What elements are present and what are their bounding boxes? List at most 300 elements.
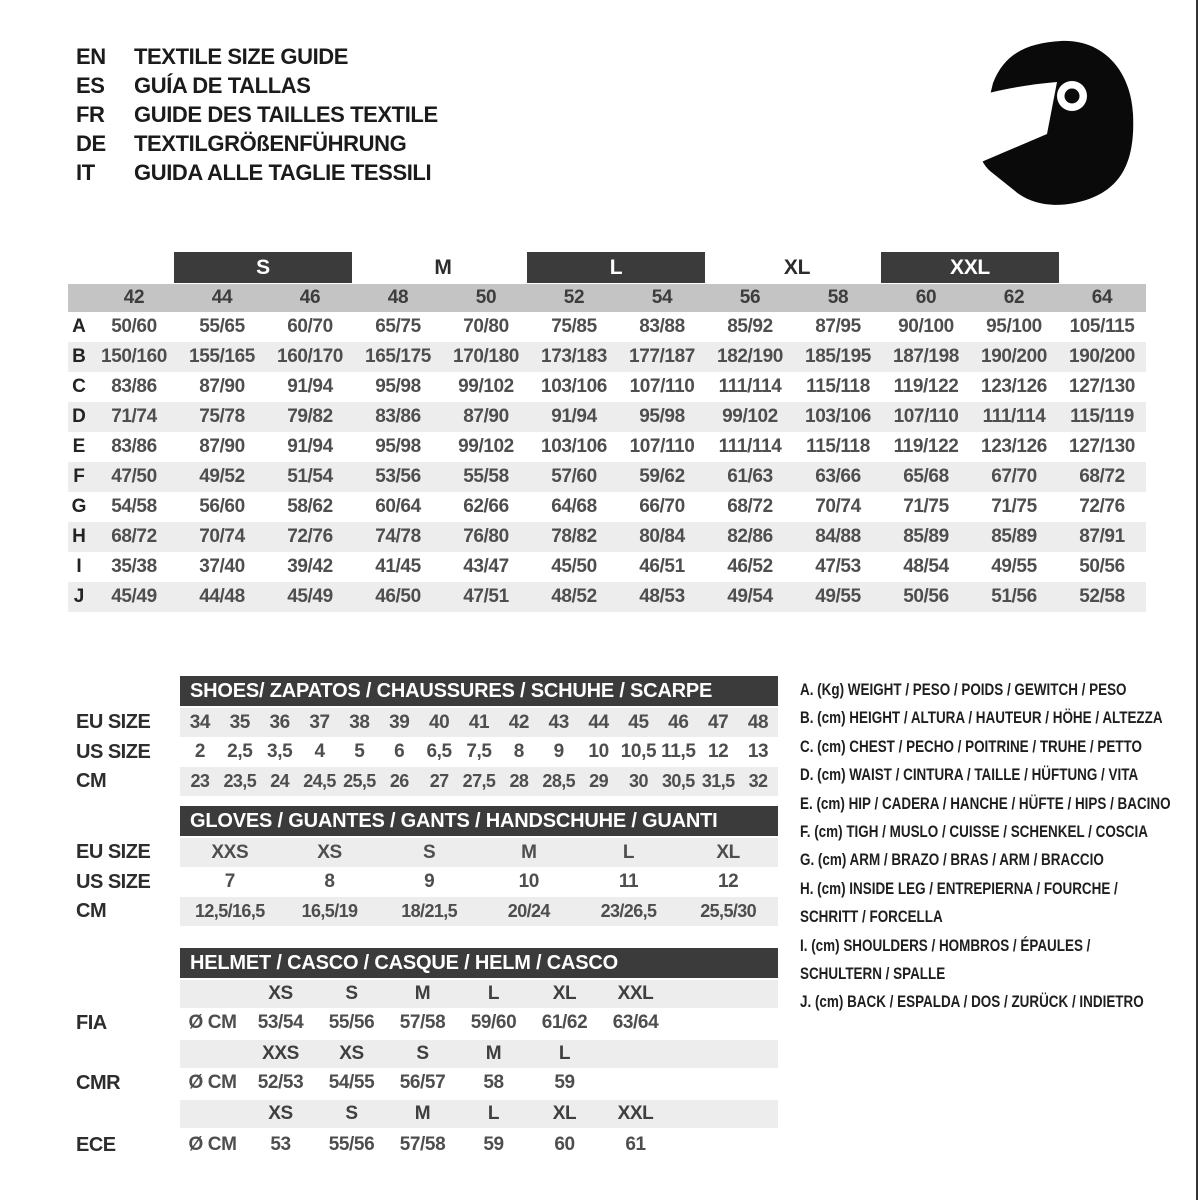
size-cell: 45/49 xyxy=(111,586,157,607)
size-cell: 56/57 xyxy=(399,1072,446,1093)
legend-line: A. (Kg) WEIGHT / PESO / POIDS / GEWITCH / PESO xyxy=(800,681,1127,699)
measurement-row xyxy=(68,432,1146,462)
size-cell: 10 xyxy=(588,741,609,762)
row-letter: E xyxy=(72,436,86,457)
size-cell: 85/89 xyxy=(903,526,949,547)
language-code: DE xyxy=(76,130,106,156)
size-cell: 56/60 xyxy=(199,496,245,517)
size-cell: 11,5 xyxy=(661,741,696,762)
helmet-size-cell: XXS xyxy=(262,1043,299,1064)
size-cell: 16,5/19 xyxy=(301,901,358,921)
helmet-size-cell: S xyxy=(345,983,358,1004)
size-header-cell: 60 xyxy=(915,287,937,308)
size-cell: 46/50 xyxy=(375,586,421,607)
size-cell: 70/74 xyxy=(199,526,245,547)
size-cell: 55/58 xyxy=(463,466,509,487)
size-cell: 23/26,5 xyxy=(600,901,657,921)
size-cell: 10,5 xyxy=(620,741,657,762)
size-header-cell: 42 xyxy=(123,287,145,308)
measurement-row xyxy=(68,462,1146,492)
diameter-unit-cell: Ø CM xyxy=(188,1012,237,1033)
size-cell: 95/98 xyxy=(375,376,421,397)
racing-helmet-icon xyxy=(973,36,1141,208)
size-cell: 47/51 xyxy=(463,586,509,607)
diameter-unit-cell: Ø CM xyxy=(188,1134,237,1155)
size-cell: 28 xyxy=(509,771,529,791)
size-cell: 24,5 xyxy=(303,771,336,791)
size-cell: 36 xyxy=(269,711,290,733)
helmet-size-cell: L xyxy=(487,983,500,1004)
size-cell: 51/56 xyxy=(991,586,1037,607)
size-cell: 47 xyxy=(708,711,729,733)
legend-line: F. (cm) TIGH / MUSLO / CUISSE / SCHENKEL / COSCIA xyxy=(800,823,1148,842)
size-cell: XL xyxy=(716,841,740,863)
size-cell: 52/53 xyxy=(257,1072,304,1093)
size-cell: 2 xyxy=(194,741,206,762)
size-cell: 83/88 xyxy=(639,316,685,337)
row-letter: I xyxy=(76,556,82,577)
size-cell: 26 xyxy=(389,771,409,791)
size-cell: 65/75 xyxy=(375,316,421,337)
size-cell: 115/119 xyxy=(1070,406,1134,427)
size-cell: 71/75 xyxy=(991,496,1037,517)
size-header-cell: 52 xyxy=(563,287,585,308)
size-cell: 61/63 xyxy=(727,466,773,487)
size-cell: 45/49 xyxy=(287,586,333,607)
size-cell: 127/130 xyxy=(1069,436,1135,457)
size-cell: 99/102 xyxy=(722,406,778,427)
size-cell: 95/98 xyxy=(639,406,685,427)
size-cell: 72/76 xyxy=(287,526,333,547)
size-cell: 39/42 xyxy=(287,556,333,577)
size-cell: 68/72 xyxy=(111,526,157,547)
size-header-cell: 54 xyxy=(651,287,673,308)
size-cell: 60/64 xyxy=(375,496,421,517)
size-header-cell: 56 xyxy=(739,287,761,308)
size-cell: 30,5 xyxy=(662,771,695,791)
size-cell: 45/50 xyxy=(551,556,597,577)
gloves-us-row xyxy=(180,867,778,897)
gloves-cm-label: CM xyxy=(76,900,107,922)
fia-values-row xyxy=(180,1008,778,1038)
size-cell: 41 xyxy=(468,711,490,733)
size-cell: 48 xyxy=(747,711,769,733)
size-cell: 18/21,5 xyxy=(401,901,458,921)
size-cell: 7,5 xyxy=(466,741,492,762)
measurement-row xyxy=(68,522,1146,552)
size-cell: 87/95 xyxy=(815,316,861,337)
size-cell: 115/118 xyxy=(806,436,870,457)
size-cell: 75/85 xyxy=(551,316,597,337)
size-cell: 53/56 xyxy=(375,466,421,487)
measurement-row xyxy=(68,372,1146,402)
size-cell: 54/58 xyxy=(111,496,157,517)
size-cell: 49/54 xyxy=(727,586,773,607)
size-cell: 53/54 xyxy=(257,1012,304,1033)
language-name: TEXTILE SIZE GUIDE xyxy=(134,43,349,69)
helmet-size-cell: XL xyxy=(552,1103,577,1124)
shoes-us-row xyxy=(180,737,778,767)
language-code: IT xyxy=(76,159,95,185)
size-cell: 155/165 xyxy=(189,346,255,367)
size-cell: 68/72 xyxy=(727,496,773,517)
legend-line: B. (cm) HEIGHT / ALTURA / HAUTEUR / HÖHE / ALTEZZA xyxy=(800,709,1163,728)
size-header-cell: 62 xyxy=(1003,287,1025,308)
size-cell: 43/47 xyxy=(463,556,509,577)
size-cell: 65/68 xyxy=(903,466,949,487)
size-cell: 78/82 xyxy=(551,526,597,547)
size-cell: 30 xyxy=(629,771,648,791)
size-group-xl: XL xyxy=(783,256,811,279)
size-cell: 60 xyxy=(554,1134,575,1155)
size-cell: 71/74 xyxy=(111,406,157,427)
size-cell: 27 xyxy=(429,771,449,791)
size-header-cell: 50 xyxy=(475,287,497,308)
cmr-values-row xyxy=(180,1068,778,1098)
size-cell: 87/90 xyxy=(463,406,509,427)
helmet-size-cell: M xyxy=(414,1103,431,1124)
language-list xyxy=(76,42,438,187)
size-cell: 111/114 xyxy=(718,376,782,397)
size-cell: 72/76 xyxy=(1079,496,1125,517)
helmet-size-cell: L xyxy=(487,1103,500,1124)
ece-values-row xyxy=(180,1128,778,1162)
size-cell: 49/52 xyxy=(199,466,245,487)
size-cell: 60/70 xyxy=(287,316,333,337)
size-cell: 123/126 xyxy=(981,436,1047,457)
size-group-s: S xyxy=(174,252,352,283)
size-cell: 37 xyxy=(309,711,330,733)
size-cell: 58 xyxy=(483,1072,504,1093)
size-cell: 9 xyxy=(553,741,564,762)
size-cell: 55/56 xyxy=(328,1134,375,1155)
legend-line: H. (cm) INSIDE LEG / ENTREPIERNA / FOURCHE / xyxy=(800,879,1118,898)
size-cell: 23 xyxy=(190,771,210,791)
size-cell: 119/122 xyxy=(893,376,959,397)
language-code: FR xyxy=(76,101,105,127)
size-cell: 95/100 xyxy=(986,316,1042,337)
size-cell: L xyxy=(622,841,635,863)
row-letter: F xyxy=(73,466,85,487)
row-letter: D xyxy=(72,406,86,427)
size-cell: 91/94 xyxy=(287,436,333,457)
ece-sizes-row xyxy=(180,1100,778,1128)
size-cell: 11 xyxy=(618,871,639,892)
size-header-cell: 44 xyxy=(211,287,233,308)
size-cell: 12,5/16,5 xyxy=(194,901,265,921)
language-name: GUIDE DES TAILLES TEXTILE xyxy=(134,101,438,127)
right-edge-line xyxy=(1196,0,1198,1200)
shoes-eu-size-label: EU SIZE xyxy=(76,711,151,733)
size-cell: 44 xyxy=(588,711,609,733)
cmr-sizes-row xyxy=(180,1040,778,1068)
helmet-size-cell: XS xyxy=(339,1043,364,1064)
size-cell: 87/90 xyxy=(199,376,245,397)
shoes-us-size-label: US SIZE xyxy=(76,741,151,763)
size-cell: 177/187 xyxy=(629,346,695,367)
size-cell: 31,5 xyxy=(701,771,735,791)
measurement-row xyxy=(68,582,1146,612)
size-cell: 46/51 xyxy=(639,556,685,577)
size-cell: 66/70 xyxy=(639,496,685,517)
size-cell: 5 xyxy=(354,741,365,762)
size-cell: 57/58 xyxy=(399,1134,446,1155)
size-cell: 83/86 xyxy=(111,436,157,457)
size-cell: 85/92 xyxy=(727,316,773,337)
size-cell: 111/114 xyxy=(982,406,1046,427)
size-cell: 44/48 xyxy=(199,586,245,607)
size-cell: 46/52 xyxy=(727,556,773,577)
size-cell: 50/56 xyxy=(1079,556,1125,577)
size-cell: M xyxy=(521,841,537,863)
size-cell: 47/53 xyxy=(815,556,861,577)
size-cell: 173/183 xyxy=(541,346,607,367)
legend-line: C. (cm) CHEST / PECHO / POITRINE / TRUHE / PETTO xyxy=(800,737,1142,756)
legend-line: SCHRITT / FORCELLA xyxy=(800,908,943,927)
row-letter: B xyxy=(72,346,86,367)
size-cell: 9 xyxy=(424,871,435,892)
size-cell: 57/58 xyxy=(399,1012,446,1033)
gloves-title-bar: GLOVES / GUANTES / GANTS / HANDSCHUHE / GUANTI xyxy=(180,806,778,836)
helmet-size-cell: M xyxy=(485,1043,502,1064)
measurement-row xyxy=(68,552,1146,582)
size-cell: XXS xyxy=(211,841,249,863)
size-cell: 62/66 xyxy=(463,496,509,517)
size-group-m: M xyxy=(434,256,452,279)
size-cell: 49/55 xyxy=(815,586,861,607)
language-row xyxy=(76,100,438,129)
size-cell: 87/91 xyxy=(1079,526,1125,547)
measurement-rows xyxy=(68,312,1146,612)
helmet-size-cell: M xyxy=(414,983,431,1004)
gloves-eu-row xyxy=(180,838,778,867)
size-cell: XS xyxy=(317,841,342,863)
size-cell: 103/106 xyxy=(805,406,871,427)
size-cell: 20/24 xyxy=(507,901,550,921)
size-cell: 70/74 xyxy=(815,496,861,517)
size-cell: 47/50 xyxy=(111,466,157,487)
size-header-cell: 46 xyxy=(299,287,321,308)
helmet-size-cell: XS xyxy=(268,983,293,1004)
legend-line: J. (cm) BACK / ESPALDA / DOS / ZURÜCK / INDIETRO xyxy=(800,993,1144,1012)
size-cell: 83/86 xyxy=(111,376,157,397)
size-cell: 71/75 xyxy=(903,496,949,517)
size-cell: 99/102 xyxy=(458,436,514,457)
gloves-eu-size-label: EU SIZE xyxy=(76,841,151,863)
size-cell: 187/198 xyxy=(893,346,959,367)
size-cell: 24 xyxy=(270,771,290,791)
size-cell: 40 xyxy=(428,711,450,733)
size-cell: 51/54 xyxy=(287,466,333,487)
size-cell: 63/66 xyxy=(815,466,861,487)
size-cell: 85/89 xyxy=(991,526,1037,547)
size-cell: 59 xyxy=(554,1072,575,1093)
size-cell: 90/100 xyxy=(898,316,954,337)
helmet-size-cell: S xyxy=(345,1103,358,1124)
size-cell: 2,5 xyxy=(227,741,253,762)
language-row xyxy=(76,42,438,71)
size-cell: 25,5 xyxy=(343,771,376,791)
row-letter: H xyxy=(72,526,86,547)
row-letter: J xyxy=(73,586,85,607)
size-cell: 91/94 xyxy=(287,376,333,397)
size-cell: 127/130 xyxy=(1069,376,1135,397)
language-code: ES xyxy=(76,72,105,98)
shoes-eu-row xyxy=(180,708,778,737)
size-cell: 64/68 xyxy=(551,496,597,517)
size-cell: 42 xyxy=(508,711,530,733)
size-cell: 52/58 xyxy=(1079,586,1125,607)
size-cell: 46 xyxy=(668,711,689,733)
helmet-size-cell: XL xyxy=(552,983,577,1004)
size-cell: 29 xyxy=(589,771,608,791)
size-cell: 37/40 xyxy=(199,556,245,577)
size-cell: 48/54 xyxy=(903,556,949,577)
size-header-cell: 48 xyxy=(387,287,409,308)
helmet-size-cell: XS xyxy=(268,1103,293,1124)
size-cell: 190/200 xyxy=(981,346,1047,367)
measurement-legend xyxy=(800,676,1171,1017)
size-cell: 7 xyxy=(224,871,235,892)
size-cell: 49/55 xyxy=(991,556,1037,577)
size-cell: 50/56 xyxy=(903,586,949,607)
size-group-row xyxy=(68,252,1146,283)
size-cell: 53 xyxy=(270,1134,291,1155)
size-cell: 6 xyxy=(394,741,405,762)
size-cell: 119/122 xyxy=(893,436,959,457)
legend-line: SCHULTERN / SPALLE xyxy=(800,965,946,984)
size-cell: 165/175 xyxy=(365,346,431,367)
size-cell: 59/60 xyxy=(470,1012,517,1033)
size-cell: 84/88 xyxy=(815,526,861,547)
size-cell: 95/98 xyxy=(375,436,421,457)
size-cell: 105/115 xyxy=(1069,316,1135,337)
size-cell: 91/94 xyxy=(551,406,597,427)
size-cell: 61 xyxy=(625,1134,646,1155)
size-group-l: L xyxy=(527,252,705,283)
language-row xyxy=(76,71,438,100)
ece-label: ECE xyxy=(76,1134,116,1156)
size-cell: 23,5 xyxy=(223,771,257,791)
measurement-row xyxy=(68,312,1146,342)
textile-size-table xyxy=(68,252,1146,612)
size-cell: 6,5 xyxy=(426,741,452,762)
row-letter: C xyxy=(72,376,86,397)
row-letter: G xyxy=(71,496,87,517)
language-row xyxy=(76,129,438,158)
size-cell: 82/86 xyxy=(727,526,773,547)
size-cell: 59 xyxy=(483,1134,504,1155)
size-cell: 54/55 xyxy=(328,1072,375,1093)
size-cell: 76/80 xyxy=(463,526,509,547)
language-name: GUÍA DE TALLAS xyxy=(134,72,311,98)
size-cell: 190/200 xyxy=(1069,346,1135,367)
size-cell: 75/78 xyxy=(199,406,245,427)
language-row xyxy=(76,158,438,187)
size-cell: 10 xyxy=(518,871,539,892)
size-cell: 115/118 xyxy=(806,376,870,397)
size-cell: 182/190 xyxy=(717,346,783,367)
size-cell: 32 xyxy=(748,771,768,791)
size-cell: 35 xyxy=(229,711,250,733)
size-cell: 103/106 xyxy=(541,376,607,397)
helmet-size-cell: S xyxy=(416,1043,429,1064)
gloves-us-size-label: US SIZE xyxy=(76,871,151,893)
size-cell: 39 xyxy=(389,711,410,733)
size-cell: 87/90 xyxy=(199,436,245,457)
size-cell: 185/195 xyxy=(805,346,871,367)
legend-line: E. (cm) HIP / CADERA / HANCHE / HÜFTE / HIPS / BACINO xyxy=(800,794,1171,813)
size-cell: 12 xyxy=(717,871,739,892)
size-cell: 79/82 xyxy=(287,406,333,427)
legend-line: I. (cm) SHOULDERS / HOMBROS / ÉPAULES / xyxy=(800,936,1091,955)
size-cell: 74/78 xyxy=(375,526,421,547)
size-cell: 48/52 xyxy=(551,586,597,607)
measurement-row xyxy=(68,342,1146,372)
measurement-row xyxy=(68,402,1146,432)
language-code: EN xyxy=(76,43,106,69)
legend-line: D. (cm) WAIST / CINTURA / TAILLE / HÜFTUNG / VITA xyxy=(800,766,1139,785)
size-cell: 107/110 xyxy=(893,406,959,427)
diameter-unit-cell: Ø CM xyxy=(188,1072,237,1093)
size-cell: 38 xyxy=(349,711,370,733)
size-cell: 68/72 xyxy=(1079,466,1125,487)
size-cell: 28,5 xyxy=(542,771,576,791)
size-cell: 111/114 xyxy=(718,436,782,457)
fia-sizes-row xyxy=(180,980,778,1008)
visor-pivot xyxy=(1065,89,1080,104)
size-cell: 3,5 xyxy=(267,741,293,762)
size-cell: 103/106 xyxy=(541,436,607,457)
cmr-label: CMR xyxy=(76,1072,121,1094)
helmet-size-cell: XXL xyxy=(617,1103,654,1124)
size-cell: S xyxy=(423,841,436,863)
row-letter: A xyxy=(72,316,86,337)
size-cell: 50/60 xyxy=(111,316,157,337)
size-cell: 55/65 xyxy=(199,316,245,337)
language-name: TEXTILGRÖßENFÜHRUNG xyxy=(134,130,407,156)
size-header-cell: 64 xyxy=(1091,287,1113,308)
size-cell: 99/102 xyxy=(458,376,514,397)
size-cell: 4 xyxy=(314,741,325,762)
size-cell: 80/84 xyxy=(639,526,685,547)
gloves-cm-row xyxy=(180,897,778,926)
size-header-cell: 58 xyxy=(827,287,849,308)
legend-line: G. (cm) ARM / BRAZO / BRAS / ARM / BRACCIO xyxy=(800,851,1104,870)
size-cell: 8 xyxy=(513,741,524,762)
size-cell: 170/180 xyxy=(453,346,519,367)
size-cell: 13 xyxy=(747,741,769,762)
size-cell: 35/38 xyxy=(111,556,157,577)
size-cell: 150/160 xyxy=(101,346,167,367)
fia-label: FIA xyxy=(76,1012,107,1034)
shoes-cm-label: CM xyxy=(76,770,107,792)
size-cell: 55/56 xyxy=(328,1012,375,1033)
size-cell: 107/110 xyxy=(629,436,695,457)
size-cell: 61/62 xyxy=(541,1012,588,1033)
size-cell: 43 xyxy=(548,711,569,733)
size-cell: 107/110 xyxy=(629,376,695,397)
helmet-size-cell: XXL xyxy=(617,983,654,1004)
size-cell: 123/126 xyxy=(981,376,1047,397)
size-cell: 45 xyxy=(628,711,649,733)
language-name: GUIDA ALLE TAGLIE TESSILI xyxy=(134,159,432,185)
size-cell: 12 xyxy=(708,741,729,762)
size-header-row xyxy=(68,284,1146,312)
size-cell: 59/62 xyxy=(639,466,685,487)
size-cell: 160/170 xyxy=(277,346,343,367)
size-cell: 58/62 xyxy=(287,496,333,517)
